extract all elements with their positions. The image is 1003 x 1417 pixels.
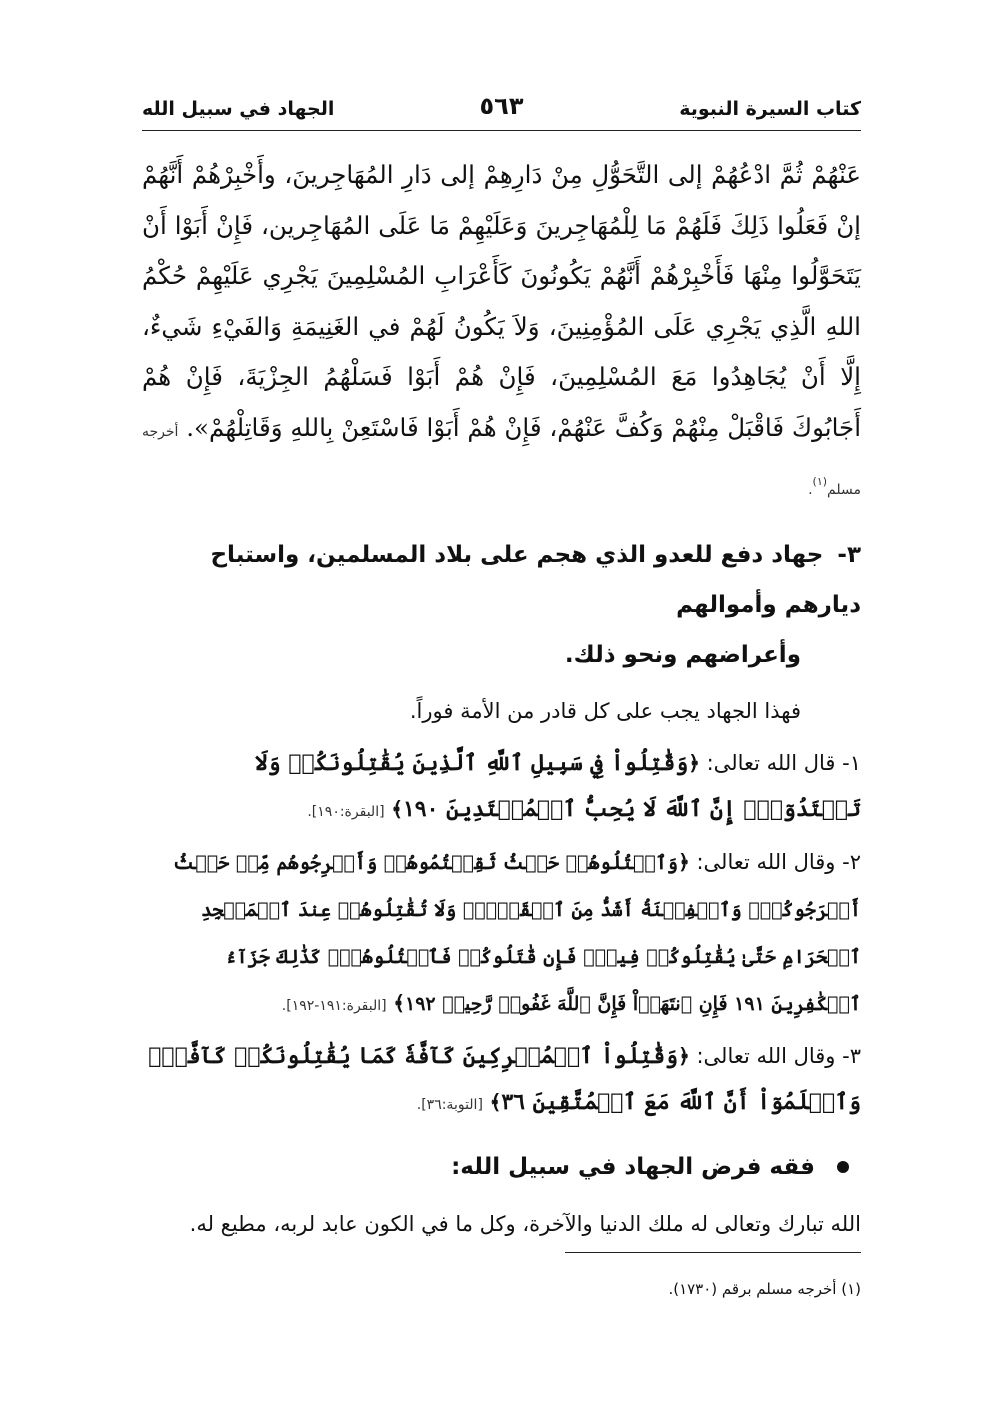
verse-reference: [التوبة:٣٦]. (416, 1096, 483, 1113)
page-body (142, 150, 861, 1252)
running-header (142, 92, 861, 128)
verse-close-bracket: ﴾ (489, 1089, 502, 1114)
verse-number: ٣- (842, 1043, 861, 1068)
verse-text: وَقَٰتِلُواْ فِي سَبِيلِ ٱللَّهِ ٱلَّذِينَ يُقَٰتِلُونَكُمۡ وَلَا تَعۡتَدُوٓاْۚ إِنَّ ٱللَّهَ لَا يُحِبُّ ٱلۡمُعۡتَدِينَ ١٩٠ (254, 749, 861, 822)
verse-reference: [البقرة:١٩٠]. (307, 803, 385, 820)
book-title: كتاب السيرة النبوية (679, 98, 861, 120)
chapter-title: الجهاد في سبيل الله (142, 98, 335, 120)
page-number: ٥٦٣ (479, 92, 524, 120)
header-divider (142, 130, 861, 131)
footnote-marker: (١) (812, 475, 828, 488)
verse-item-3 (142, 1033, 861, 1128)
hadith-source: أخرجه مسلم (142, 423, 861, 499)
verse-close-bracket: ﴾ (393, 990, 406, 1015)
subheading-text: فقه فرض الجهاد في سبيل الله: (451, 1153, 815, 1180)
footnote: (١) أخرجه مسلم برقم (١٧٣٠). (668, 1280, 861, 1298)
verse-item-1 (142, 740, 861, 835)
section-ruling: فهذا الجهاد يجب على كل قادر من الأمة فوراً. (409, 698, 801, 723)
closing-paragraph: الله تبارك وتعالى له ملك الدنيا والآخرة، وكل ما في الكون عابد لربه، مطيع له. (189, 1211, 861, 1236)
verse-intro: وقال الله تعالى: (696, 1043, 836, 1068)
verse-open-bracket: ﴿ (678, 849, 690, 874)
verse-reference: [البقرة:١٩١-١٩٢]. (281, 997, 387, 1014)
verse-open-bracket: ﴿ (678, 1043, 690, 1068)
section-heading-line2: وأعراضهم ونحو ذلك. (564, 641, 801, 668)
verse-intro: قال الله تعالى: (706, 750, 836, 775)
section-number: ٣- (837, 541, 861, 568)
verse-item-2 (142, 839, 861, 1029)
verse-intro: وقال الله تعالى: (696, 849, 836, 874)
section-heading-line1: جهاد دفع للعدو الذي هجم على بلاد المسلمين، واستباح ديارهم وأموالهم (210, 541, 861, 618)
subheading (142, 1142, 861, 1192)
hadith-paragraph: عَنْهُمْ ثُمَّ ادْعُهُمْ إلى التَّحَوُّلِ مِنْ دَارِهِمْ إلى دَارِ المُهَاجِرينَ، وأَخْبِرْهُمْ أَنَّهُمْ إنْ فَعَلُوا ذَلِكَ فَلَهُمْ مَا لِلْمُهَاجِرينَ وَعَلَيْهِمْ مَا عَلَى المُهَاجِرين، فَإِنْ أَبَوْا أَنْ يَتَحَوَّلُوا مِنْهَا فَأَخْبِرْهُمْ أَنَّهُمْ يَكُونُونَ كَأَعْرَابِ المُسْلِمِينَ يَجْرِي عَلَيْهِمْ حُكْمُ اللهِ الَّذِي يَجْرِي عَلَى المُؤْمِنِينَ، وَلاَ يَكُونُ لَهُمْ في الغَنِيمَةِ وَالفَيْءِ شَيءٌ، إِلَّا أَنْ يُجَاهِدُوا مَعَ المُسْلِمِينَ، فَإِنْ هُمْ أَبَوْا فَسَلْهُمُ الجِزْيَةَ، فَإِنْ هُمْ أَجَابُوكَ فَاقْبَلْ مِنْهُمْ وَكُفَّ عَنْهُمْ، فَإِنْ هُمْ أَبَوْا فَاسْتَعِنْ بِاللهِ وَقَاتِلْهُمْ». أخرجه مسلم$^{(١)}$. (142, 160, 861, 499)
verse-open-bracket: ﴿ (688, 750, 700, 775)
verse-text: وَٱقۡتُلُوهُمۡ حَيۡثُ ثَقِفۡتُمُوهُمۡ وَأَخۡرِجُوهُم مِّنۡ حَيۡثُ أَخۡرَجُوكُمۡۚ وَٱلۡفِتۡنَةُ أَشَدُّ مِنَ ٱلۡقَتۡلِۚ وَلَا تُقَٰتِلُوهُمۡ عِندَ ٱلۡمَسۡجِدِ ٱلۡحَرَامِ حَتَّىٰ يُقَٰتِلُوكُمۡ فِيهِۖ فَإِن قَٰتَلُوكُمۡ فَٱقۡتُلُوهُمۡۗ كَذَٰلِكَ جَزَآءُ ٱلۡكَٰفِرِينَ ١٩١ فَإِنِ ٱنتَهَوۡاْ فَإِنَّ ٱللَّهَ غَفُورٞ رَّحِيمٞ ١٩٢ (173, 851, 861, 1015)
bullet-icon (837, 1161, 849, 1173)
footnote-divider (565, 1252, 861, 1253)
verse-number: ٢- (842, 849, 861, 874)
section-heading (142, 530, 861, 680)
hadith-text: عَنْهُمْ ثُمَّ ادْعُهُمْ إلى التَّحَوُّلِ مِنْ دَارِهِمْ إلى دَارِ المُهَاجِرينَ، وأَخْبِرْهُمْ أَنَّهُمْ إنْ فَعَلُوا ذَلِكَ فَلَهُمْ مَا لِلْمُهَاجِرينَ وَعَلَيْهِمْ مَا عَلَى المُهَاجِرين، فَإِنْ أَبَوْا أَنْ يَتَحَوَّلُوا مِنْهَا فَأَخْبِرْهُمْ أَنَّهُمْ يَكُونُونَ كَأَعْرَابِ المُسْلِمِينَ يَجْرِي عَلَيْهِمْ حُكْمُ اللهِ الَّذِي يَجْرِي عَلَى المُؤْمِنِينَ، وَلاَ يَكُونُ لَهُمْ في الغَنِيمَةِ وَالفَيْءِ شَيءٌ، إِلَّا أَنْ يُجَاهِدُوا مَعَ المُسْلِمِينَ، فَإِنْ هُمْ أَبَوْا فَسَلْهُمُ الجِزْيَةَ، فَإِنْ هُمْ أَجَابُوكَ فَاقْبَلْ مِنْهُمْ وَكُفَّ عَنْهُمْ، فَإِنْ هُمْ أَبَوْا فَاسْتَعِنْ بِاللهِ وَقَاتِلْهُمْ». (142, 160, 861, 442)
verse-number: ١- (842, 750, 861, 775)
verse-text: وَقَٰتِلُواْ ٱلۡمُشۡرِكِينَ كَآفَّةٗ كَمَا يُقَٰتِلُونَكُمۡ كَآفَّةٗۚ وَٱعۡلَمُوٓاْ أَنَّ ٱللَّهَ مَعَ ٱلۡمُتَّقِينَ ٣٦ (148, 1042, 861, 1115)
verse-close-bracket: ﴾ (391, 796, 403, 821)
